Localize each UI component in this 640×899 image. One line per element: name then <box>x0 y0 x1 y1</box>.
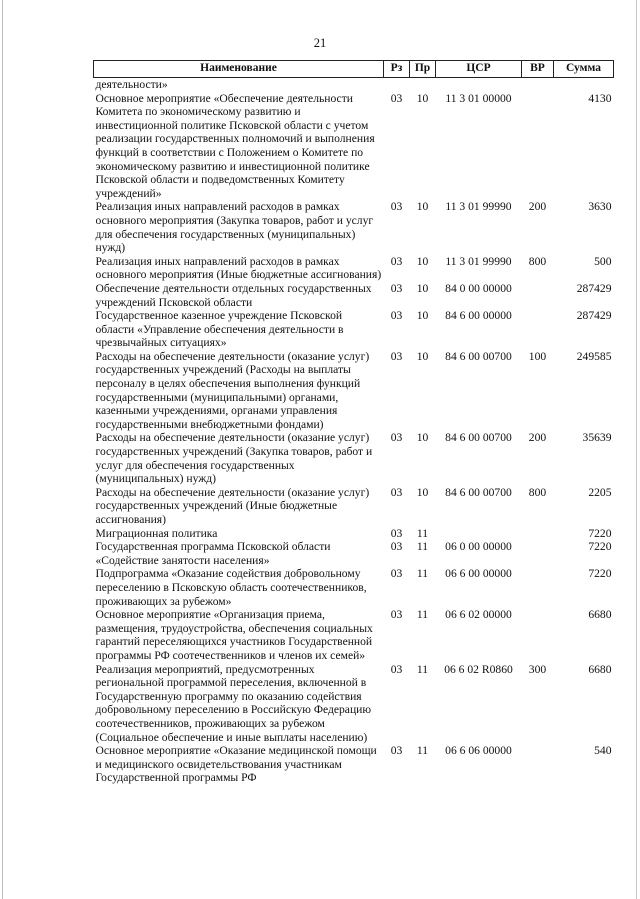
table-row <box>94 309 614 350</box>
scan-edge-left <box>2 0 3 899</box>
cell-vr <box>522 540 554 567</box>
cell-name: Реализация мероприятий, предусмотренных региональной программой переселения, включенной в Государственную программу по оказанию содействия добровольному переселению в Российскую Федерацию соотечественников, проживающих за рубежом (Социальное обеспечение и иные выплаты населению) <box>95 662 372 744</box>
cell-vr <box>522 744 554 785</box>
table-row <box>94 200 614 254</box>
cell-sum: 6680 <box>588 608 612 622</box>
table-row <box>94 527 614 541</box>
cell-name: Реализация иных направлений расходов в рамках основного мероприятия (Закупка товаров, работ и услуг для обеспечения государственных (муниципальных) нужд) <box>95 200 374 255</box>
cell-sum: 35639 <box>582 431 612 445</box>
cell-vr <box>522 309 554 350</box>
cell-pr: 10 <box>416 254 429 268</box>
cell-name: Реализация иных направлений расходов в рамках основного мероприятия (Иные бюджетные ассигнования) <box>95 254 382 282</box>
table-row <box>94 744 614 785</box>
cell-csr: 06 6 02 R0860 <box>444 662 513 676</box>
table-row <box>94 431 614 485</box>
cell-sum: 6680 <box>588 662 612 676</box>
cell-csr: 06 6 06 00000 <box>445 744 512 758</box>
cell-rz: 03 <box>390 608 403 622</box>
cell-sum: 540 <box>594 744 612 758</box>
table-row <box>94 663 614 745</box>
cell-pr: 11 <box>416 608 429 622</box>
cell-name: Государственная программа Псковской области «Содействие занятости населения» <box>95 540 331 567</box>
cell-sum: 3630 <box>588 200 612 214</box>
table-row <box>94 78 614 92</box>
cell-csr: 11 3 01 00000 <box>445 91 512 105</box>
cell-sum <box>554 78 614 92</box>
cell-name: Основное мероприятие «Оказание медицинской помощи и медицинского освидетельствования участникам Государственной программы РФ <box>95 744 377 785</box>
cell-rz: 03 <box>390 662 403 676</box>
cell-name: Основное мероприятие «Организация приема, размещения, трудоустройства, обеспечения социальных гарантий переселяющихся участников Государственной программы РФ соотечественников и членов их семей» <box>95 608 373 662</box>
table-row <box>94 608 614 662</box>
table-row <box>94 540 614 567</box>
cell-csr: 06 0 00 00000 <box>445 540 512 554</box>
cell-name: Государственное казенное учреждение Псковской области «Управление обеспечения деятельности в чрезвычайных ситуациях» <box>95 309 344 350</box>
cell-sum: 7220 <box>588 526 612 540</box>
cell-name: Подпрограмма «Оказание содействия добровольному переселению в Псковскую область соотечественников, проживающих за рубежом» <box>95 567 367 608</box>
cell-name: Основное мероприятие «Обеспечение деятельности Комитета по экономическому развитию и инвестиционной политике Псковской области с учетом реализации государственных полномочий и выполнения функций в соответствии с Положением о Комитете по экономическому развитию и инвестиционной политике Псковской области и подведомственных Комитету учреждений» <box>95 91 375 200</box>
table-row <box>94 486 614 527</box>
cell-vr <box>522 282 554 309</box>
cell-pr: 11 <box>416 526 429 540</box>
cell-rz: 03 <box>390 540 403 554</box>
cell-pr: 10 <box>416 431 429 445</box>
table-row <box>94 255 614 282</box>
header-csr: ЦСР <box>436 61 522 78</box>
cell-sum: 2205 <box>588 485 612 499</box>
cell-pr: 11 <box>416 662 429 676</box>
cell-name: Расходы на обеспечение деятельности (оказание услуг) государственных учреждений (Иные бюджетные ассигнования) <box>95 485 370 526</box>
cell-sum: 7220 <box>588 540 612 554</box>
cell-rz: 03 <box>390 349 403 363</box>
cell-csr: 11 3 01 99990 <box>445 254 512 268</box>
cell-vr: 800 <box>528 254 547 268</box>
table-row <box>94 282 614 309</box>
page-number: 21 <box>313 36 327 50</box>
cell-rz: 03 <box>390 567 403 581</box>
cell-rz: 03 <box>390 526 403 540</box>
cell-csr: 84 0 00 00000 <box>445 281 512 295</box>
cell-rz: 03 <box>390 281 403 295</box>
cell-csr: 06 6 00 00000 <box>445 567 512 581</box>
cell-vr <box>522 92 554 201</box>
cell-sum: 287429 <box>576 281 612 295</box>
cell-vr: 300 <box>528 662 547 676</box>
cell-vr <box>522 567 554 608</box>
cell-vr <box>522 78 554 92</box>
cell-pr: 10 <box>416 349 429 363</box>
cell-pr: 10 <box>416 485 429 499</box>
cell-vr <box>522 608 554 662</box>
header-rz: Рз <box>384 61 410 78</box>
cell-rz: 03 <box>390 91 403 105</box>
cell-pr: 11 <box>416 744 429 758</box>
cell-name: Миграционная политика <box>95 526 218 540</box>
header-name: Наименование <box>94 61 384 78</box>
cell-sum: 249585 <box>576 349 612 363</box>
cell-name: Обеспечение деятельности отдельных государственных учреждений Псковской области <box>95 281 372 309</box>
table-row <box>94 350 614 432</box>
cell-vr <box>522 527 554 541</box>
cell-pr: 11 <box>416 567 429 581</box>
cell-name: деятельности» <box>95 78 168 91</box>
cell-rz: 03 <box>390 309 403 323</box>
cell-rz: 03 <box>390 200 403 214</box>
cell-vr: 200 <box>528 431 547 445</box>
header-sum: Сумма <box>554 61 614 78</box>
cell-vr: 800 <box>528 485 547 499</box>
cell-sum: 287429 <box>576 309 612 323</box>
header-pr: Пр <box>410 61 436 78</box>
cell-csr: 84 6 00 00700 <box>445 431 512 445</box>
cell-pr: 10 <box>416 281 429 295</box>
cell-rz: 03 <box>390 431 403 445</box>
table-header-row <box>94 61 614 78</box>
cell-rz: 03 <box>390 485 403 499</box>
cell-vr: 200 <box>528 200 547 214</box>
cell-csr <box>436 78 522 92</box>
cell-sum: 4130 <box>588 91 612 105</box>
cell-csr: 06 6 02 00000 <box>445 608 512 622</box>
cell-rz: 03 <box>390 254 403 268</box>
cell-pr: 10 <box>416 200 429 214</box>
cell-pr: 10 <box>416 309 429 323</box>
cell-rz: 03 <box>390 744 403 758</box>
cell-rz <box>384 78 410 92</box>
header-vr: ВР <box>522 61 554 78</box>
cell-csr: 84 6 00 00700 <box>445 349 512 363</box>
cell-sum: 500 <box>594 254 612 268</box>
table-row <box>94 567 614 608</box>
cell-csr: 84 6 00 00000 <box>445 309 512 323</box>
table-body <box>94 78 614 785</box>
cell-sum: 7220 <box>588 567 612 581</box>
cell-csr: 11 3 01 99990 <box>445 200 512 214</box>
cell-pr <box>410 78 436 92</box>
cell-pr: 11 <box>416 540 429 554</box>
cell-csr: 84 6 00 00700 <box>445 485 512 499</box>
cell-csr <box>436 527 522 541</box>
table-row <box>94 92 614 201</box>
scan-edge-right <box>636 0 637 899</box>
cell-name: Расходы на обеспечение деятельности (оказание услуг) государственных учреждений (Закупка товаров, работ и услуг для обеспечения государственных (муниципальных) нужд) <box>95 431 373 486</box>
budget-table <box>93 60 614 785</box>
cell-vr: 100 <box>528 349 547 363</box>
cell-name: Расходы на обеспечение деятельности (оказание услуг) государственных учреждений (Расходы на выплаты персоналу в целях обеспечения выполнения функций государственными (муниципальными) органами, казенными учреждениями, органами управления государственными внебюджетными фондами) <box>95 349 370 431</box>
cell-pr: 10 <box>416 91 429 105</box>
